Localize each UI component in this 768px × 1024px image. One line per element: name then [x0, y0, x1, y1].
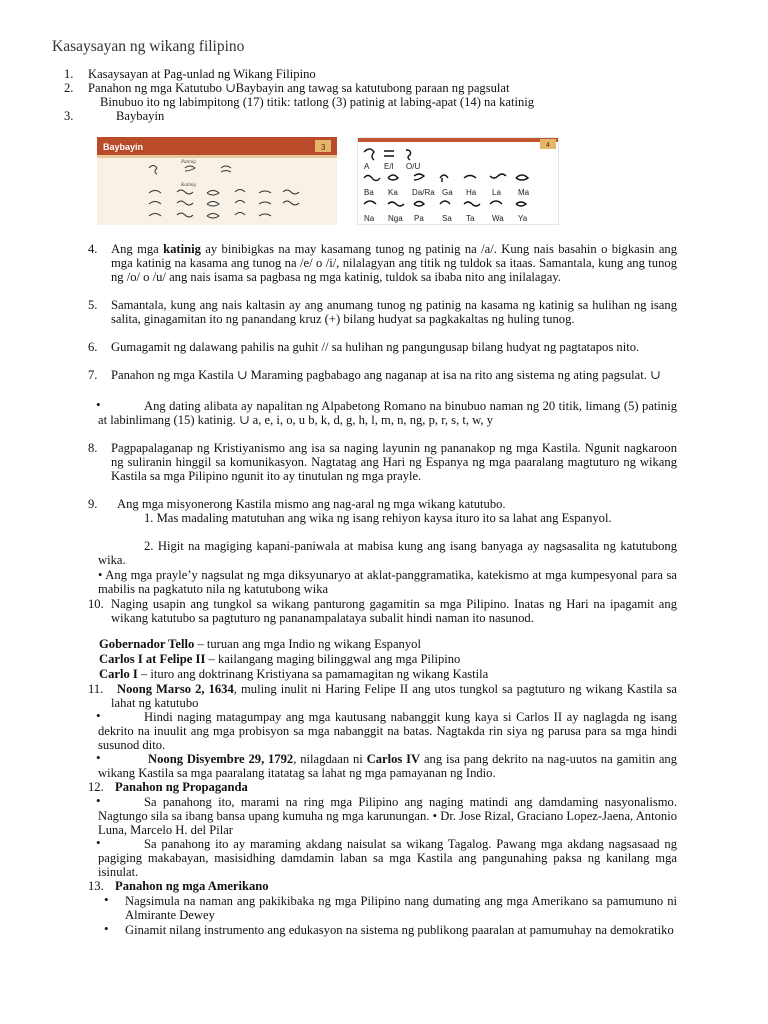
list-item-10-line2 [99, 652, 688, 666]
item-number: 10. [88, 597, 104, 611]
bullet-text: Nagsimula na naman ang pakikibaka ng mga Pilipino nang dumating ang mga Amerikano sa pamumuno ni Almirante Dewey [125, 894, 677, 923]
list-item-9-sub2: 2. Higit na magiging kapani-paniwala at mabisa kung ang isang banyaga ay nagsasalita ng katutubong wika. [98, 539, 677, 568]
line-text: – kailangang maging bilinggwal ang mga Pilipino [205, 652, 461, 666]
list-item-11 [88, 682, 677, 711]
bullet-icon: • [104, 892, 109, 907]
item-number: 5. [88, 298, 98, 312]
glyph-label: Na [364, 214, 375, 223]
glyph-label: Pa [414, 214, 424, 223]
glyph-label: Ma [518, 188, 530, 197]
section-heading: Panahon ng mga Amerikano [115, 879, 269, 893]
list-item-10-line3 [99, 667, 688, 681]
glyph-label: Ha [466, 188, 477, 197]
bold-label: Carlos I at Felipe II [99, 652, 206, 666]
item-number: 12. [88, 780, 104, 794]
list-item-7 [88, 368, 677, 382]
list-item-3 [64, 109, 677, 123]
item-number: 3. [64, 109, 74, 123]
list-item-6 [88, 340, 677, 354]
item-text: Baybayin [116, 109, 165, 123]
item-number: 7. [88, 368, 98, 382]
bullet-text: Ginamit nilang instrumento ang edukasyon na sistema ng publikong paaralan at pamumuhay na demokratiko [125, 923, 674, 937]
list-item-13-bullet1 [104, 892, 677, 923]
consonants-label: Katinig [181, 183, 197, 188]
item-number: 4. [88, 242, 98, 256]
item-text: Pagpapalaganap ng Kristiyanismo ang isa sa naging layunin ng pananakop ng mga Kastila. Ngunit nagkaroon ng suliranin hinggil sa komunikasyon. Nagtatag ang Hari ng Espanya ng mga paaralang magtuturo ng wikang Kastila sa mga Pilipino ngunit ito ay tinutulan ng mga prayle. [111, 441, 677, 484]
list-item-11-bullet2 [98, 752, 677, 780]
item-number: 8. [88, 441, 98, 455]
item-text-pre: Ang mga [111, 242, 164, 256]
bullet-icon: • [104, 921, 109, 936]
list-item-7-bullet [98, 399, 677, 427]
bullet-icon: • [96, 835, 101, 850]
bullet-text-bold: Noong Disyembre 29, 1792 [148, 752, 294, 766]
baybayin-slide-right-graphic [358, 138, 559, 225]
item-text: ay binibigkas na may kasamang tunog ng patinig na /a/. Kung nais basahin o bigkasin ang mga katinig na kasama ang tunog na /e/ o /i/, nilalagyan ang titik ng tuldok sa itaas. Samantala, kung ang tunog ng /o/ o /u/ ang nais isama sa pagbasa ng mga katinig, tuldok sa ibaba nito ang inilalagay. [111, 242, 677, 285]
baybayin-slide-left [97, 137, 337, 225]
page-title: Kasaysayan ng wikang filipino [52, 38, 245, 55]
item-text: Panahon ng mga Katutubo ∪Baybayin ang tawag sa katutubong paraan ng pagsulat [88, 81, 510, 95]
baybayin-slide-right [357, 137, 559, 225]
item-number: 6. [88, 340, 98, 354]
list-item-11-bullet1 [98, 710, 677, 753]
bullet-icon: • [96, 708, 101, 723]
list-item-10 [88, 597, 677, 626]
list-item-4 [88, 242, 677, 285]
baybayin-slide-left-graphic [97, 137, 337, 225]
vowels-label: Patinig [181, 160, 196, 165]
slide-header: Baybayin [103, 142, 144, 152]
bullet-text-bold: Carlos IV [366, 752, 421, 766]
glyph-label: A [364, 162, 370, 171]
bold-label: Gobernador Tello [99, 637, 195, 651]
item-text: Ang mga misyonerong Kastila mismo ang nag-aral ng mga wikang katutubo. [117, 497, 506, 511]
slide-badge: 4 [546, 142, 550, 149]
item-text-bold: Noong Marso 2, 1634 [117, 682, 234, 696]
list-item-5 [88, 298, 677, 327]
list-item-12-bullet1 [98, 795, 677, 838]
list-item-2-sub: Binubuo ito ng labimpitong (17) titik: tatlong (3) patinig at labing-apat (14) na katinig [100, 95, 535, 109]
item-text-bold: katinig [163, 242, 201, 256]
list-item-1 [64, 67, 677, 81]
glyph-label: Ga [442, 188, 453, 197]
list-item-13 [88, 879, 677, 893]
list-item-2 [64, 81, 677, 95]
bullet-text: Sa panahong ito ay maraming akdang naisulat sa wikang Tagalog. Pawang mga akdang nagsasaad ng pagiging makabayan, masisidhing damdamin laban sa mga Kastila ang pangunahing paksa ng kanilang mga isinulat. [98, 837, 677, 880]
line-text: – turuan ang mga Indio ng wikang Espanyol [194, 637, 421, 651]
section-heading: Panahon ng Propaganda [115, 780, 248, 794]
list-item-9-bullet: • Ang mga prayle’y nagsulat ng mga diksyunaryo at aklat-panggramatika, katekismo at mga kumpesyonal para sa mabilis na pagkatuto nila ng katutubong wika [98, 568, 677, 597]
bullet-icon: • [96, 750, 101, 765]
bullet-text: Hindi naging matagumpay ang mga kautusang nabanggit kung kaya si Carlos II ay naglagda ng isang dekrito na inuulit ang mga probisyon sa mga nabanggit na batas. Nagtakda rin siya ng parusa para sa mga hindi susunod dito. [98, 710, 677, 753]
list-item-10-line1 [99, 637, 688, 651]
item-text: Panahon ng mga Kastila ∪ Maraming pagbabago ang naganap at isa na rito ang sistema ng ating pagsulat. ∪ [111, 368, 661, 382]
glyph-label: Sa [442, 214, 452, 223]
glyph-label: Ka [388, 188, 398, 197]
glyph-label: E/I [384, 162, 394, 171]
item-text: Naging usapin ang tungkol sa wikang panturong gagamitin sa mga Pilipino. Inatas ng Hari na ipagamit ang wikang katutubo sa pagtuturo ng pananampalataya subalit hindi naman ito nasunod. [111, 597, 677, 626]
bold-label: Carlo I [99, 667, 138, 681]
item-number: 13. [88, 879, 104, 893]
bullet-icon: • [96, 397, 101, 412]
glyph-label: Wa [492, 214, 504, 223]
item-text: Samantala, kung ang nais kaltasin ay ang anumang tunog ng patinig na kasama ng katinig sa hulihan ng isang salita, ginagamitan ito ng panandang kruz (+) bilang hudyat sa pagkakaltas ng huling tunog. [111, 298, 677, 327]
bullet-text: Sa panahong ito, marami na ring mga Pilipino ang naging matindi ang damdaming nasyonalismo. Nagtungo sila sa ibang bansa upang kumuha ng mga karunungan. • Dr. Jose Rizal, Graciano Lopez-Jaena, Antonio Luna, Marcelo H. del Pilar [98, 795, 677, 838]
list-item-8 [88, 441, 677, 484]
bullet-text: Ang dating alibata ay napalitan ng Alpabetong Romano na binubuo naman ng 20 titik, limang (5) patinig at labinlimang (15) katinig. ∪ a, e, i, o, u b, k, d, g, h, l, m, n, ng, p, r, s, t, w, y [98, 399, 677, 428]
bullet-icon: • [96, 793, 101, 808]
list-item-12 [88, 780, 677, 794]
item-number: 1. [64, 67, 74, 81]
item-text: Kasaysayan at Pag-unlad ng Wikang Filipino [88, 67, 316, 81]
item-number: 11. [88, 682, 104, 696]
glyph-label: O/U [406, 162, 421, 171]
glyph-label: Ya [518, 214, 528, 223]
list-item-12-bullet2 [98, 837, 677, 880]
glyph-label: Ba [364, 188, 374, 197]
glyph-label: Ta [466, 214, 475, 223]
item-number: 9. [88, 497, 98, 511]
list-item-13-bullet2 [104, 921, 677, 937]
list-item-9 [88, 497, 677, 511]
glyph-label: Nga [388, 214, 403, 223]
item-text: Gumagamit ng dalawang pahilis na guhit // sa hulihan ng pangungusap bilang hudyat ng pagtatapos nito. [111, 340, 640, 354]
bullet-text: , nilagdaan ni [293, 752, 367, 766]
bullet-text: ang isa pang dekrito na nag-uutos na gamitin ang wikang Kastila sa mga paaralang itatatag sa lahat ng mga pamayanan ng Indio. [98, 752, 678, 781]
list-item-9-sub1: 1. Mas madaling matutuhan ang wika ng isang rehiyon kaysa ituro ito sa lahat ang Espanyol. [144, 511, 612, 525]
line-text: – ituro ang doktrinang Kristiyana sa pamamagitan ng wikang Kastila [137, 667, 489, 681]
item-number: 2. [64, 81, 74, 95]
glyph-label: La [492, 188, 501, 197]
glyph-label: Da/Ra [412, 188, 435, 197]
item-text: , muling inulit ni Haring Felipe II ang utos tungkol sa pagtuturo ng wikang Kastila sa lahat ng katutubo [111, 682, 677, 711]
slide-badge: 3 [321, 143, 326, 152]
